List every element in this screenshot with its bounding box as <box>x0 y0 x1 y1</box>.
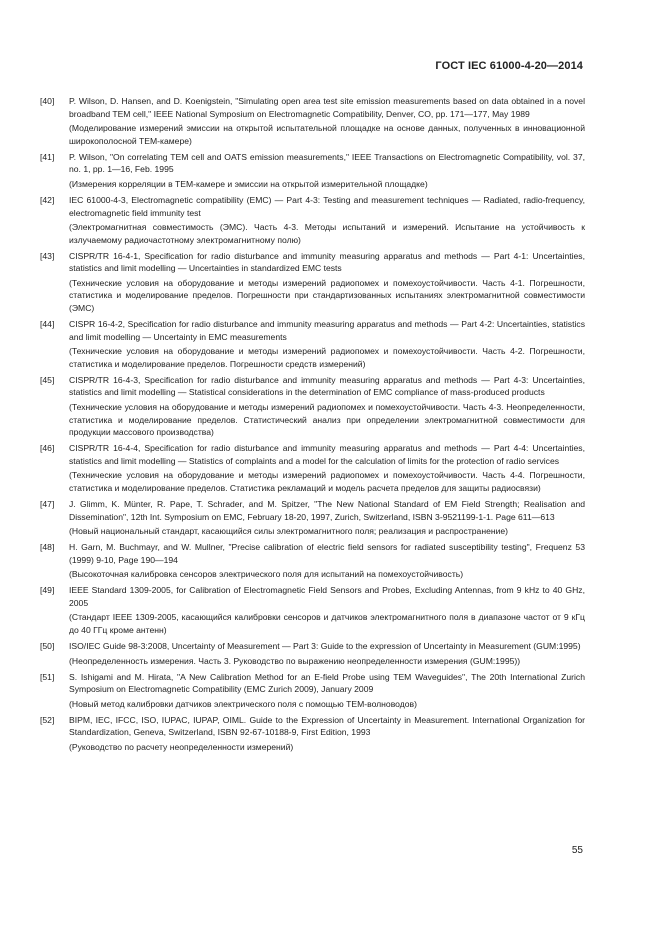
reference-translation: (Технические условия на оборудование и методы измерений радиопомех и помехоустойчивости. Часть 4-3. Неопределенности, статистика и моделирование пределов. Статистический анализ при определении электромагнитной совместимости для продукции массового производства) <box>69 402 585 438</box>
reference-number: [52] <box>40 714 55 725</box>
reference-text: IEEE Standard 1309-2005, for Calibration of Electromagnetic Field Sensors and Probes, Excluding Antennas, from 9 kHz to 40 GHz, 2005 <box>69 585 585 608</box>
reference-translation: (Новый национальный стандарт, касающийся силы электромагнитного поля; реализация и распространение) <box>69 526 509 537</box>
reference-item <box>40 714 585 754</box>
reference-translation: (Технические условия на оборудование и методы измерений радиопомех и помехоустойчивости. Часть 4-4. Погрешности, статистика и моделирование пределов. Статистика рекламаций и модель расчета пределов для защиты радиосвязи) <box>69 470 585 493</box>
reference-translation: (Моделирование измерений эмиссии на открытой испытательной площадке на основе данных, полученных в инновационной широкополосной ТЕМ-камере) <box>69 123 585 146</box>
reference-number: [50] <box>40 641 55 652</box>
reference-translation: (Технические условия на оборудование и методы измерений радиопомех и помехоустойчивости. Часть 4-2. Погрешности, статистика и моделирование пределов. Погрешности средств измерений) <box>69 346 585 369</box>
reference-number: [49] <box>40 585 55 596</box>
page-number: 55 <box>571 845 583 856</box>
reference-translation: (Технические условия на оборудование и методы измерений радиопомех и помехоустойчивости. Часть 4-1. Погрешности, статистика и моделирование пределов. Погрешности при стандартизованных испытаниях электромагнитной совместимости (ЭМС) <box>69 277 585 314</box>
reference-item <box>40 498 585 538</box>
reference-number: [40] <box>40 96 55 106</box>
reference-item <box>40 250 585 315</box>
reference-text: IEC 61000-4-3, Electromagnetic compatibility (EMC) — Part 4-3: Testing and measurement techniques — Radiated, radio-frequency, electromagnetic field immunity test <box>69 194 585 218</box>
reference-text: CISPR/TR 16-4-1, Specification for radio disturbance and immunity measuring apparatus and methods — Part 4-1: Uncertainties, statistics and limit modelling — Uncertainties in standardized EMC tests <box>69 250 585 274</box>
reference-item <box>40 584 585 636</box>
reference-number: [44] <box>40 319 55 330</box>
reference-number: [42] <box>40 194 55 205</box>
reference-item <box>40 151 585 191</box>
reference-number: [51] <box>40 671 55 682</box>
reference-item <box>40 194 585 246</box>
reference-text: CISPR/TR 16-4-3, Specification for radio disturbance and immunity measuring apparatus and methods — Part 4-3: Uncertainties, statistics and limit modelling — Statistical considerations in the determination of EMC compliance of mass-produced products <box>69 374 585 398</box>
reference-list <box>40 95 585 757</box>
reference-translation: (Электромагнитная совместимость (ЭМС). Часть 4-3. Методы испытаний и измерений. Испытание на устойчивость к излучаемому радиочастотному электромагнитному полю) <box>69 222 585 245</box>
reference-item <box>40 442 585 494</box>
reference-number: [46] <box>40 443 55 454</box>
reference-text: CISPR/TR 16-4-4, Specification for radio disturbance and immunity measuring apparatus and methods — Part 4-4: Uncertainties, statistics and limit modelling — Statistics of complaints and a model for the calculation of limits for the protection of radio services <box>69 443 585 466</box>
reference-text: ISO/IEC Guide 98-3:2008, Uncertainty of Measurement — Part 3: Guide to the expression of Uncertainty in Measurement (GUM:1995) <box>69 641 581 652</box>
reference-text: BIPM, IEC, IFCC, ISO, IUPAC, IUPAP, OIML. Guide to the Expression of Uncertainty in Measurement. International Organization for Standardization, Geneva, Switzerland, ISBN 92-67-10188-9, First Edition, 1993 <box>69 714 585 738</box>
reference-item <box>40 318 585 370</box>
reference-text: P. Wilson, "On correlating TEM cell and OATS emission measurements," IEEE Transactions on Electromagnetic Compatibility, vol. 37, no. 1, pp. 1—16, Feb. 1995 <box>69 151 585 175</box>
reference-item <box>40 640 585 667</box>
reference-translation: (Стандарт IEEE 1309-2005, касающийся калибровки сенсоров и датчиков электромагнитного поля в диапазоне частот от 9 кГц до 40 ГГц кроме антенн) <box>69 612 585 636</box>
reference-text: J. Glimm, K. Münter, R. Pape, T. Schrader, and M. Spitzer, "The New National Standard of EM Field Strength; Realisation and Dissemination", 12th Int. Symposium on EMC, February 18-20, 1997, Zurich, Switzerland, ISBN 3-9521199-1-1. Page 611—613 <box>69 498 585 522</box>
reference-translation: (Руководство по расчету неопределенности измерений) <box>69 742 294 752</box>
reference-translation: (Новый метод калибровки датчиков электрического поля с помощью ТЕМ-волноводов) <box>69 698 417 709</box>
reference-number: [43] <box>40 250 55 261</box>
reference-text: P. Wilson, D. Hansen, and D. Koenigstein, "Simulating open area test site emission measurements based on data obtained in a novel broadband TEM cell," IEEE National Symposium on Electromagnetic Compatibility, Denver, CO, pp. 171—177, May 1989 <box>69 96 585 119</box>
reference-text: CISPR 16-4-2, Specification for radio disturbance and immunity measuring apparatus and methods — Part 4-2: Uncertainties, statistics and limit modelling — Uncertainty in EMC measurements <box>69 319 585 342</box>
reference-text: H. Garn, M. Buchmayr, and W. Mullner, "Precise calibration of electric field sensors for radiated susceptibility testing", Frequenz 53 (1999) 9-10, Page 190—194 <box>69 542 585 565</box>
reference-item <box>40 671 585 711</box>
reference-number: [47] <box>40 498 55 509</box>
reference-number: [41] <box>40 151 55 162</box>
reference-item <box>40 541 585 581</box>
reference-number: [45] <box>40 374 55 385</box>
reference-translation: (Измерения корреляции в ТЕМ-камере и эмиссии на открытой измерительной площадке) <box>69 178 428 189</box>
reference-text: S. Ishigami and M. Hirata, "A New Calibration Method for an E-field Probe using TEM Waveguides", The 20th International Zurich Symposium on Electromagnetic Compatibility (EMC Zurich 2009), January 2009 <box>69 671 585 695</box>
document-header: ГОСТ IEC 61000-4-20—2014 <box>435 60 583 72</box>
reference-number: [48] <box>40 542 55 553</box>
reference-item <box>40 95 585 147</box>
reference-translation: (Неопределенность измерения. Часть 3. Руководство по выражению неопределенности измерения (GUM:1995)) <box>69 655 521 666</box>
reference-translation: (Высокоточная калибровка сенсоров электрического поля для испытаний на помехоустойчивость) <box>69 569 464 580</box>
reference-item <box>40 374 585 439</box>
